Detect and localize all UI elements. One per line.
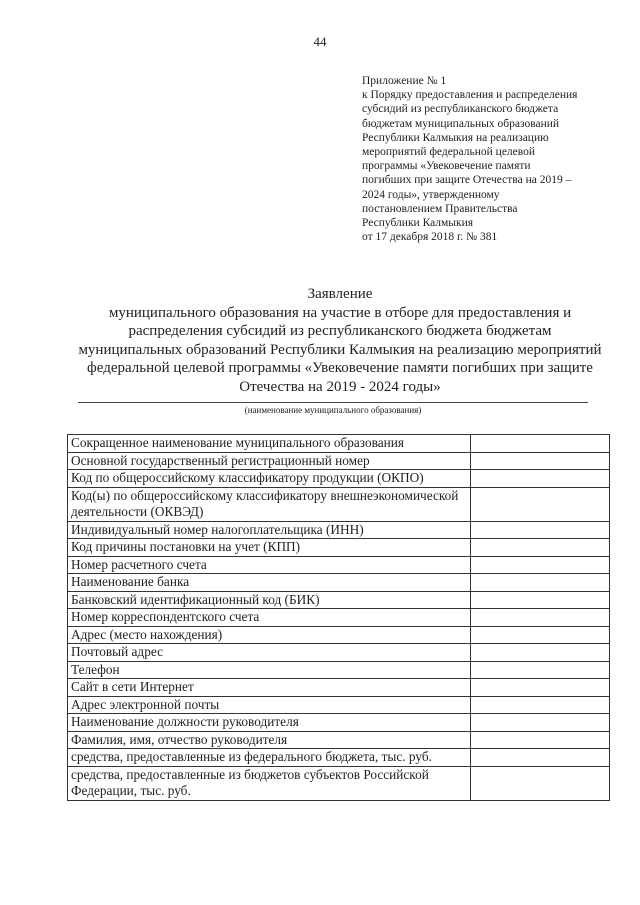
municipality-name-line xyxy=(78,402,588,403)
row-label: Адрес электронной почты xyxy=(68,696,471,714)
table-row xyxy=(68,766,610,800)
row-label: средства, предоставленные из федерального бюджета, тыс. руб. xyxy=(68,749,471,767)
row-value-cell[interactable] xyxy=(471,574,610,592)
row-label: Код по общероссийскому классификатору продукции (ОКПО) xyxy=(68,470,471,488)
table-row xyxy=(68,539,610,557)
annex-line: Республики Калмыкия на реализацию xyxy=(362,131,549,144)
table-row xyxy=(68,556,610,574)
row-label: Сайт в сети Интернет xyxy=(68,679,471,697)
municipality-name-caption: (наименование муниципального образования) xyxy=(244,405,422,415)
document-title xyxy=(60,285,620,397)
row-value-cell[interactable] xyxy=(471,644,610,662)
row-value-cell[interactable] xyxy=(471,452,610,470)
row-label: Номер корреспондентского счета xyxy=(68,609,471,627)
row-value-cell[interactable] xyxy=(471,539,610,557)
row-label: Код причины постановки на учет (КПП) xyxy=(68,539,471,557)
table-row xyxy=(68,591,610,609)
table-row xyxy=(68,731,610,749)
table-row xyxy=(68,435,610,453)
page-number: 44 xyxy=(313,34,327,49)
row-value-cell[interactable] xyxy=(471,696,610,714)
annex-line: к Порядку предоставления и распределения xyxy=(362,89,578,102)
row-value-cell[interactable] xyxy=(471,661,610,679)
annex-block xyxy=(362,74,612,244)
row-value-cell[interactable] xyxy=(471,714,610,732)
table-row xyxy=(68,644,610,662)
title-line: Отечества на 2019 - 2024 годы» xyxy=(239,378,441,395)
table-row xyxy=(68,521,610,539)
row-value-cell[interactable] xyxy=(471,731,610,749)
row-value-cell[interactable] xyxy=(471,679,610,697)
annex-line: Приложение № 1 xyxy=(362,75,447,87)
title-line: распределения субсидий из республиканского бюджета бюджетам xyxy=(128,323,552,340)
row-value-cell[interactable] xyxy=(471,470,610,488)
row-label: Фамилия, имя, отчество руководителя xyxy=(68,731,471,749)
table-row xyxy=(68,696,610,714)
row-value-cell[interactable] xyxy=(471,487,610,521)
row-label: Наименование должности руководителя xyxy=(68,714,471,732)
row-label: Адрес (место нахождения) xyxy=(68,626,471,644)
row-label: Основной государственный регистрационный номер xyxy=(68,452,471,470)
annex-line: субсидий из республиканского бюджета xyxy=(362,103,559,116)
row-label: Почтовый адрес xyxy=(68,644,471,662)
annex-line: 2024 годы», утвержденному xyxy=(362,188,500,201)
row-value-cell[interactable] xyxy=(471,591,610,609)
title-line: муниципального образования на участие в отборе для предоставления и xyxy=(108,304,572,321)
annex-line: постановлением Правительства xyxy=(362,202,518,215)
table-row xyxy=(68,574,610,592)
title-line: муниципальных образований Республики Калмыкия на реализацию мероприятий xyxy=(78,341,602,358)
table-row xyxy=(68,452,610,470)
row-value-cell[interactable] xyxy=(471,521,610,539)
row-label: Номер расчетного счета xyxy=(68,556,471,574)
row-value-cell[interactable] xyxy=(471,609,610,627)
table-row xyxy=(68,609,610,627)
title-heading: Заявление xyxy=(307,286,373,302)
table-row xyxy=(68,714,610,732)
row-label: Банковский идентификационный код (БИК) xyxy=(68,591,471,609)
row-value-cell[interactable] xyxy=(471,749,610,767)
title-line: федеральной целевой программы «Увековечение памяти погибших при защите xyxy=(87,360,593,377)
application-form-table xyxy=(67,434,610,801)
table-row xyxy=(68,626,610,644)
row-label: средства, предоставленные из бюджетов субъектов Российской Федерации, тыс. руб. xyxy=(68,766,471,800)
row-label: Индивидуальный номер налогоплательщика (ИНН) xyxy=(68,521,471,539)
table-row xyxy=(68,679,610,697)
table-row xyxy=(68,487,610,521)
annex-line: программы «Увековечение памяти xyxy=(362,160,531,173)
annex-line: мероприятий федеральной целевой xyxy=(362,146,536,159)
table-row xyxy=(68,661,610,679)
row-value-cell[interactable] xyxy=(471,626,610,644)
annex-line: от 17 декабря 2018 г. № 381 xyxy=(362,231,498,244)
row-label: Наименование банка xyxy=(68,574,471,592)
annex-line: погибших при защите Отечества на 2019 – xyxy=(362,174,572,187)
row-label: Телефон xyxy=(68,661,471,679)
row-value-cell[interactable] xyxy=(471,766,610,800)
annex-line: бюджетам муниципальных образований xyxy=(362,117,560,130)
row-label: Сокращенное наименование муниципального образования xyxy=(68,435,471,453)
row-label: Код(ы) по общероссийскому классификатору внешнеэкономической деятельности (ОКВЭД) xyxy=(68,487,471,521)
table-row xyxy=(68,470,610,488)
table-row xyxy=(68,749,610,767)
annex-line: Республики Калмыкия xyxy=(362,217,474,230)
row-value-cell[interactable] xyxy=(471,556,610,574)
row-value-cell[interactable] xyxy=(471,435,610,453)
